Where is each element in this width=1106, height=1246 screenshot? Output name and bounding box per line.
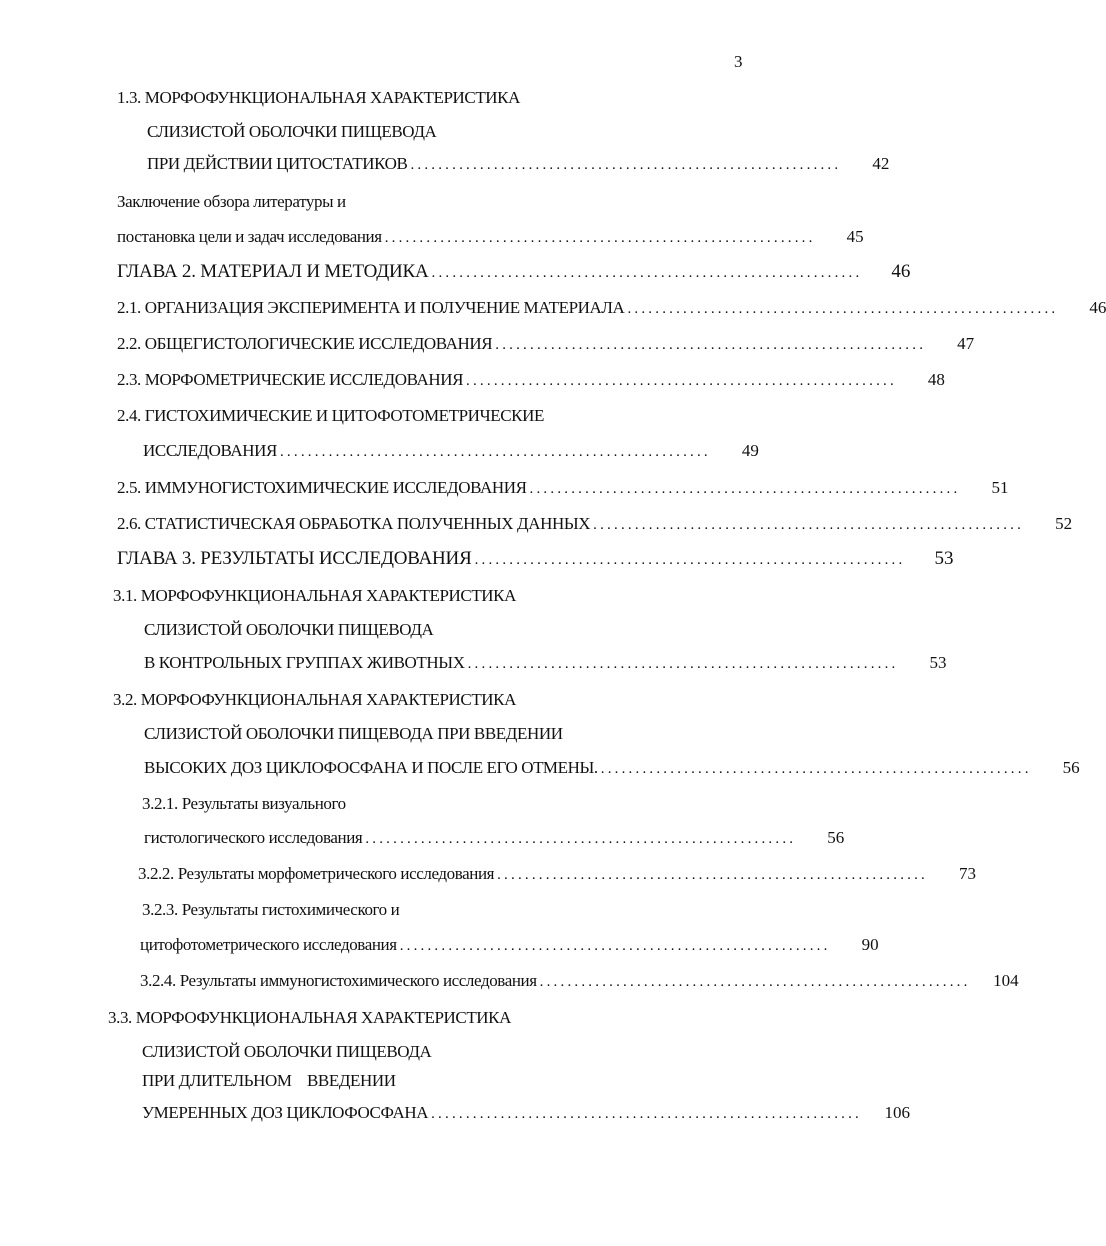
toc-entry-3-2-1-line-2: гистологического исследования .............................................................. 56 [144,824,727,852]
toc-page-number: 53 [934,548,954,569]
toc-entry-3-2-1-line-1: 3.2.1. Результаты визуального [142,794,346,813]
toc-entry-3-2-line-2: СЛИЗИСТОЙ ОБОЛОЧКИ ПИЩЕВОДА ПРИ ВВЕДЕНИИ [144,724,563,743]
toc-page-number: 56 [1062,758,1080,777]
toc-entry-3-3-line-2: СЛИЗИСТОЙ ОБОЛОЧКИ ПИЩЕВОДА [142,1042,432,1061]
dot-leader: .............................................................. [497,867,928,883]
toc-entry-chapter-3: ГЛАВА 3. РЕЗУЛЬТАТЫ ИССЛЕДОВАНИЯ .............................................................. 53 [117,545,727,573]
toc-page-number: 53 [929,653,947,672]
dot-leader: .............................................................. [279,444,711,460]
dot-leader: .............................................................. [627,301,1059,317]
toc-entry-2-5: 2.5. ИММУНОГИСТОХИМИЧЕСКИЕ ИССЛЕДОВАНИЯ .............................................................. 51 [117,474,727,502]
toc-entry-3-2-line-1: 3.2. МОРФОФУНКЦИОНАЛЬНАЯ ХАРАКТЕРИСТИКА [113,690,517,709]
dot-leader: .............................................................. [495,337,927,353]
dot-leader: .............................................................. [529,481,961,497]
toc-page-number: 56 [827,828,845,847]
toc-entry-3-2-line-3: ВЫСОКИХ ДОЗ ЦИКЛОФОСФАНА И ПОСЛЕ ЕГО ОТМЕНЫ. .............................................................. 56 [144,754,727,782]
toc-page-number: 52 [1055,514,1073,533]
toc-entry-2-4-line-1: 2.4. ГИСТОХИМИЧЕСКИЕ И ЦИТОФОТОМЕТРИЧЕСКИЕ [117,406,544,425]
toc-entry-3-1-line-2: СЛИЗИСТОЙ ОБОЛОЧКИ ПИЩЕВОДА [144,620,434,639]
toc-page-number: 45 [846,227,864,246]
toc-entry-1-3-line-2: СЛИЗИСТОЙ ОБОЛОЧКИ ПИЩЕВОДА [147,122,437,141]
toc-page-number: 46 [1089,298,1106,317]
dot-leader: .............................................................. [399,938,831,954]
toc-page-number: 90 [861,935,879,954]
toc-page-number: 42 [872,154,890,173]
toc-entry-conclusion-line-2: постановка цели и задач исследования .............................................................. 45 [117,223,727,251]
toc-entry-3-2-2: 3.2.2. Результаты морфометрического исследования .............................................................. 73 [138,860,727,888]
toc-page-number: 49 [741,441,759,460]
dot-leader: .............................................................. [365,831,797,847]
toc-page-number: 48 [927,370,945,389]
dot-leader: .............................................................. [539,974,971,990]
toc-entry-3-3-line-3: ПРИ ДЛИТЕЛЬНОМ ВВЕДЕНИИ [142,1071,396,1090]
toc-entry-1-3-line-3: ПРИ ДЕЙСТВИИ ЦИТОСТАТИКОВ .............................................................. 42 [147,150,727,178]
toc-entry-3-3-line-4: УМЕРЕННЫХ ДОЗ ЦИКЛОФОСФАНА .............................................................. 106 [142,1099,732,1127]
dot-leader: .............................................................. [431,265,863,281]
toc-page-number: 47 [957,334,975,353]
toc-entry-2-1: 2.1. ОРГАНИЗАЦИЯ ЭКСПЕРИМЕНТА И ПОЛУЧЕНИЕ МАТЕРИАЛА .............................................................. 46 [117,294,727,322]
dot-leader: .............................................................. [474,552,906,568]
toc-entry-chapter-2: ГЛАВА 2. МАТЕРИАЛ И МЕТОДИКА .............................................................. 46 [117,258,727,286]
page-number: 3 [734,52,743,71]
toc-entry-2-6: 2.6. СТАТИСТИЧЕСКАЯ ОБРАБОТКА ПОЛУЧЕННЫХ ДАННЫХ .............................................................. 52 [117,510,727,538]
dot-leader: .............................................................. [410,157,842,173]
toc-entry-3-1-line-3: В КОНТРОЛЬНЫХ ГРУППАХ ЖИВОТНЫХ .............................................................. 53 [144,649,727,677]
toc-entry-2-4-line-2: ИССЛЕДОВАНИЯ .............................................................. 49 [143,437,727,465]
toc-page-number: 51 [991,478,1009,497]
toc-entry-3-2-3-line-1: 3.2.3. Результаты гистохимического и [142,900,400,919]
toc-entry-2-2: 2.2. ОБЩЕГИСТОЛОГИЧЕСКИЕ ИССЛЕДОВАНИЯ .............................................................. 47 [117,330,727,358]
dot-leader: .............................................................. [384,230,816,246]
dot-leader: .............................................................. [431,1106,862,1122]
toc-entry-2-3: 2.3. МОРФОМЕТРИЧЕСКИЕ ИССЛЕДОВАНИЯ .............................................................. 48 [117,366,727,394]
dot-leader: .............................................................. [467,656,899,672]
toc-page-number: 104 [993,971,1019,990]
toc-page-number: 73 [959,864,976,883]
dot-leader: .............................................................. [593,517,1025,533]
toc-page-number: 46 [891,261,911,282]
toc-entry-3-2-4: 3.2.4. Результаты иммуногистохимического исследования .............................................................. 104 [140,967,732,995]
toc-entry-conclusion-line-1: Заключение обзора литературы и [117,192,346,211]
toc-page-number: 106 [884,1103,910,1122]
dot-leader: .............................................................. [466,373,897,389]
dot-leader: .............................................................. [600,761,1032,777]
toc-entry-3-3-line-1: 3.3. МОРФОФУНКЦИОНАЛЬНАЯ ХАРАКТЕРИСТИКА [108,1008,512,1027]
toc-entry-3-2-3-line-2: цитофотометрического исследования .............................................................. 90 [140,931,727,959]
toc-entry-1-3-line-1: 1.3. МОРФОФУНКЦИОНАЛЬНАЯ ХАРАКТЕРИСТИКА [117,88,521,107]
toc-entry-3-1-line-1: 3.1. МОРФОФУНКЦИОНАЛЬНАЯ ХАРАКТЕРИСТИКА [113,586,517,605]
